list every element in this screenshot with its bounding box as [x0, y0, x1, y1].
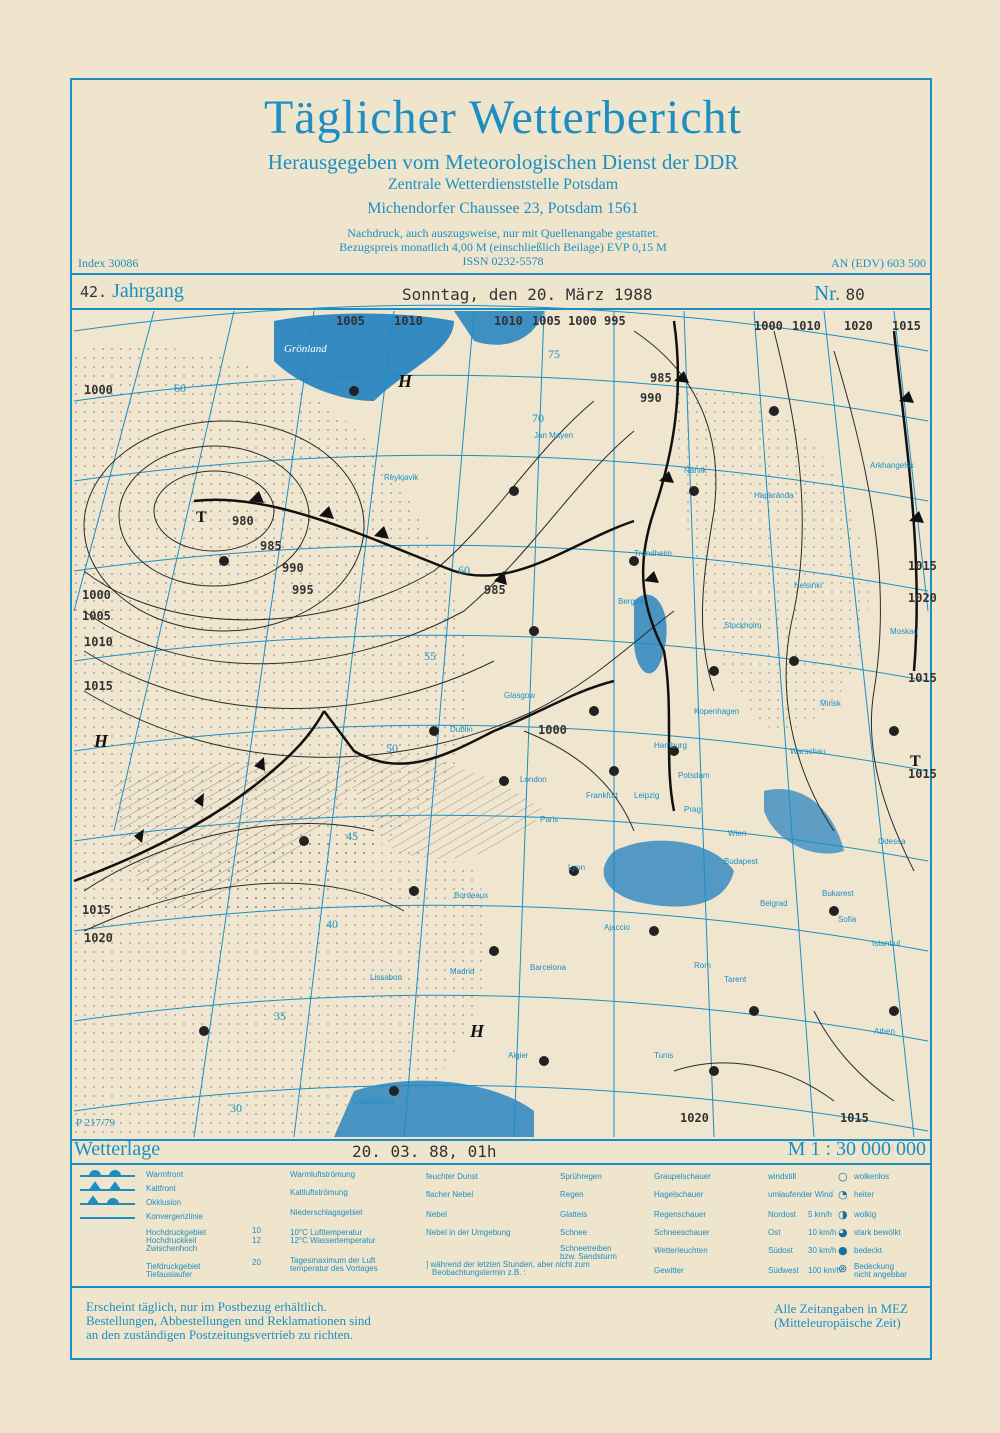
isobar-label: 985: [260, 539, 282, 553]
place-label: Hamburg: [654, 741, 687, 750]
place-label: Frankfurt: [586, 791, 619, 800]
weather-map: [74, 311, 937, 1137]
place-label: Reykjavik: [384, 473, 419, 482]
legend-item: nicht angebbar: [854, 1270, 907, 1279]
reprint-note: Nachdruck, auch auszugsweise, nur mit Quellenangabe gestattet.: [347, 226, 659, 240]
legend-item: windstill: [768, 1172, 797, 1181]
place-label: Odessa: [878, 837, 906, 846]
footer-right: [774, 1302, 908, 1330]
map-scale: M 1 : 30 000 000: [787, 1138, 926, 1160]
isobar-label: 1005: [336, 314, 365, 328]
place-label: Istanbul: [872, 939, 901, 948]
place-label: Sofia: [838, 915, 857, 924]
legend-item: Wetterleuchten: [654, 1246, 708, 1255]
isobar-label: 1020: [844, 319, 873, 333]
page-frame: [70, 78, 937, 1360]
isobar-label: 1015: [908, 559, 937, 573]
legend-item: bzw. Sandsturm: [560, 1252, 617, 1261]
wetterlage-label: Wetterlage: [74, 1138, 161, 1160]
front-east: [894, 331, 917, 671]
legend-wind-speed: 5 km/h: [808, 1210, 833, 1219]
place-label: Kopenhagen: [694, 707, 740, 716]
place-label: Madrid: [450, 967, 475, 976]
legend-item: Regenschauer: [654, 1210, 707, 1219]
legend-note: Beobachtungstermin z.B. :: [432, 1268, 526, 1277]
place-label: Helsinki: [794, 581, 823, 590]
cloud-symbol-icon: ●: [838, 1244, 848, 1257]
legend-item: Hochdruckgebiet: [146, 1228, 207, 1237]
legend-temp-sym: 12: [252, 1236, 261, 1245]
legend-item: Hochdruckkeil: [146, 1236, 197, 1245]
legend-item: Glatteis: [560, 1210, 588, 1219]
place-label: Moskau: [890, 627, 919, 636]
latitude-label: 45: [346, 829, 358, 843]
cloud-symbol-icon: ◔: [838, 1188, 848, 1201]
high-pressure-marker: H: [94, 731, 109, 751]
legend-item: wolkenlos: [854, 1172, 890, 1181]
place-label: Bukarest: [822, 889, 854, 898]
latitude-label: 30: [230, 1101, 242, 1115]
isobar-label: 1020: [84, 931, 113, 945]
cloud-symbol-icon: ○: [838, 1170, 848, 1183]
isobar-label: 1000: [84, 383, 113, 397]
index-number: Index 30086: [78, 256, 139, 270]
isobar-label: 1015: [84, 679, 113, 693]
latitude-label: 70: [532, 411, 544, 425]
cloud-symbol-icon: ⊗: [838, 1262, 848, 1275]
legend-item: Okklusion: [146, 1198, 182, 1207]
isobar-label: 1015: [908, 671, 937, 685]
place-label: Lyon: [568, 863, 586, 872]
issue-date: Sonntag, den 20. März 1988: [402, 285, 653, 304]
place-label: Dublin: [450, 725, 473, 734]
legend-item: Warmfront: [146, 1170, 184, 1179]
place-label: Narvik: [684, 466, 707, 475]
isobar-label: 1010: [84, 635, 113, 649]
place-label: Casablanca: [352, 1097, 395, 1106]
footer-line: (Mitteleuropäische Zeit): [774, 1315, 901, 1330]
adriatic: [604, 841, 734, 907]
isobar-label: 1000: [754, 319, 783, 333]
legend-item: Tagesmaximum der Luft: [290, 1256, 376, 1265]
isobar-label: 995: [292, 583, 314, 597]
place-label: Belgrad: [760, 899, 788, 908]
latitude-label: 60: [458, 563, 470, 577]
legend-item: Gewitter: [654, 1266, 684, 1275]
price-note: Bezugspreis monatlich 4,00 M (einschließlich Beilage) EVP 0,15 M: [339, 240, 667, 254]
legend-item: flacher Nebel: [426, 1190, 474, 1199]
legend-wind-speed: 100 km/h: [808, 1266, 841, 1275]
place-label: Wien: [728, 829, 747, 838]
low-pressure-marker: T: [196, 509, 207, 526]
isobar-label: 1015: [892, 319, 921, 333]
footer-line: Erscheint täglich, nur im Postbezug erhältlich.: [86, 1299, 327, 1314]
isobar-label: 995: [604, 314, 626, 328]
legend-item: Nebel: [426, 1210, 447, 1219]
isobar-label: 1000: [538, 723, 567, 737]
isobar-label: 1015: [908, 767, 937, 781]
legend-wind-speed: 30 km/h: [808, 1246, 837, 1255]
isobar-label: 1000: [82, 588, 111, 602]
place-label: Athen: [874, 1027, 895, 1036]
analysis-time: 20. 03. 88, 01h: [352, 1142, 497, 1161]
legend-item: Bedeckung: [854, 1262, 895, 1271]
place-label: London: [520, 775, 547, 784]
legend-item: temperatur des Vortages: [290, 1264, 378, 1273]
legend-note: ] während der letzten Stunden, aber nicht zum: [426, 1260, 590, 1269]
legend-item: heiter: [854, 1190, 875, 1199]
legend-item: Südost: [768, 1246, 793, 1255]
legend-item: Graupelschauer: [654, 1172, 711, 1181]
footer-line: an den zuständigen Postzeitungsvertrieb zu richten.: [86, 1327, 354, 1342]
latitude-label: 50: [386, 741, 398, 755]
isobar-label: 1015: [82, 903, 111, 917]
legend-front-symbols: [80, 1170, 140, 1280]
isobar-label: 985: [650, 371, 672, 385]
caption-divider: [72, 1163, 930, 1165]
legend-item: Tiefauslaufer: [146, 1270, 192, 1279]
isobar-label: 1020: [680, 1111, 709, 1125]
volume-label: Jahrgang: [112, 280, 184, 302]
legend-item: wolkig: [854, 1210, 877, 1219]
legend-item: bedeckt: [854, 1246, 883, 1255]
place-label: Tarent: [724, 975, 747, 984]
legend: [72, 1170, 930, 1282]
an-edv: AN (EDV) 603 500: [831, 256, 926, 270]
place-label: Rom: [694, 961, 711, 970]
isobar-label: 1000: [568, 314, 597, 328]
legend-item: Regen: [560, 1190, 584, 1199]
legend-wind-speed: 10 km/h: [808, 1228, 837, 1237]
baltic-sea: [634, 595, 667, 674]
place-label: Arkhangelsk: [870, 461, 915, 470]
map-code: P 217/79: [76, 1117, 116, 1129]
black-sea-north: [764, 789, 844, 854]
high-pressure-marker: H: [470, 1021, 485, 1041]
latitude-label: 35: [274, 1009, 286, 1023]
volume: [80, 280, 184, 303]
date-divider: [72, 308, 930, 310]
cloud-symbol-icon: ◑: [838, 1208, 848, 1221]
place-label: Paris: [540, 815, 559, 824]
isobar-label: 1020: [908, 591, 937, 605]
page-title: Täglicher Wetterbericht: [263, 91, 742, 144]
footer-line: Alle Zeitangaben in MEZ: [774, 1301, 908, 1316]
issn: ISSN 0232-5578: [462, 254, 544, 268]
isobar-label: 1010: [494, 314, 523, 328]
place-label: Bergen: [618, 597, 644, 606]
isobar-label: 1010: [792, 319, 821, 333]
address-line: Michendorfer Chaussee 23, Potsdam 1561: [367, 200, 639, 217]
nr-label: Nr.: [814, 281, 841, 305]
publisher-line: Herausgegeben vom Meteorologischen Dienst der DDR: [267, 150, 739, 174]
legend-item: Tiefdruckgebiet: [146, 1262, 201, 1271]
legend-temp-sym: 10: [252, 1226, 261, 1235]
legend-item: Nordost: [768, 1210, 797, 1219]
isobar-label: 980: [232, 514, 254, 528]
place-label: Minsk: [820, 699, 841, 708]
place-label: Tunis: [654, 1051, 674, 1060]
place-label: Trondheim: [634, 549, 672, 558]
nr-value: 80: [845, 285, 865, 304]
legend-item: Nebel in der Umgebung: [426, 1228, 511, 1237]
legend-item: Schnee: [560, 1228, 588, 1237]
place-label: Warschau: [790, 747, 826, 756]
isobar-label: 1005: [532, 314, 561, 328]
legend-item: Südwest: [768, 1266, 799, 1275]
legend-item: 12°C Wassertemperatur: [290, 1236, 376, 1245]
place-label: Glasgow: [504, 691, 536, 700]
place-label: Prag: [684, 805, 701, 814]
legend-item: Konvergenzlinie: [146, 1212, 203, 1221]
legend-item: Schneeschauer: [654, 1228, 710, 1237]
place-label: Jan Mayen: [534, 431, 574, 440]
weather-map-svg: [74, 311, 928, 1137]
legend-item: Schneetreiben: [560, 1244, 612, 1253]
cloud-symbol-icon: ◕: [838, 1226, 848, 1239]
legend-divider: [72, 1286, 930, 1288]
latitude-label: 40: [326, 917, 338, 931]
volume-number: 42.: [80, 283, 108, 301]
place-label: Potsdam: [678, 771, 710, 780]
isobar-label: 1005: [82, 609, 111, 623]
footer-line: Bestellungen, Abbestellungen und Reklamationen sind: [86, 1313, 371, 1328]
place-label: Ajaccio: [604, 923, 630, 932]
legend-item: umlaufender Wind: [768, 1190, 833, 1199]
place-label: Stockholm: [724, 621, 762, 630]
legend-item: 10°C Lufttemperatur: [290, 1228, 363, 1237]
legend-item: Kaltfront: [146, 1184, 176, 1193]
latitude-label: 75: [548, 347, 560, 361]
place-label: Budapest: [724, 857, 758, 866]
issue-number: [814, 281, 865, 306]
place-label: Barcelona: [530, 963, 567, 972]
legend-temp-sym: 20: [252, 1258, 261, 1267]
isobar-label: 985: [484, 583, 506, 597]
legend-item: feuchter Dunst: [426, 1172, 479, 1181]
place-label: Algier: [508, 1051, 529, 1060]
legend-item: Warmluftströmung: [290, 1170, 356, 1179]
low-pressure-marker: T: [910, 753, 921, 770]
header-divider: [72, 273, 930, 275]
isobar-label: 990: [640, 391, 662, 405]
high-pressure-marker: H: [398, 371, 413, 391]
legend-item: Kaltluftströmung: [290, 1188, 348, 1197]
latitude-label: 60: [174, 381, 186, 395]
place-label: Bordeaux: [454, 891, 489, 900]
isobar-label: 1015: [840, 1111, 869, 1125]
isobar-label: 1010: [394, 314, 423, 328]
legend-item: Hagelschauer: [654, 1190, 704, 1199]
isobar-label: 990: [282, 561, 304, 575]
legend-item: stark bewölkt: [854, 1228, 901, 1237]
place-label: Lissabon: [370, 973, 403, 982]
legend-item: Zwischenhoch: [146, 1244, 198, 1253]
place-label: Leipzig: [634, 791, 660, 800]
legend-item: Niederschlagsgebiet: [290, 1208, 363, 1217]
latitude-label: 55: [424, 649, 436, 663]
place-label: Haparanda: [754, 491, 794, 500]
office-line: Zentrale Wetterdienststelle Potsdam: [387, 176, 619, 193]
legend-item: Sprühregen: [560, 1172, 602, 1181]
north-africa-sea: [334, 1081, 534, 1137]
footer-left: [86, 1300, 371, 1342]
legend-item: Ost: [768, 1228, 781, 1237]
place-label: Grönland: [284, 343, 327, 355]
